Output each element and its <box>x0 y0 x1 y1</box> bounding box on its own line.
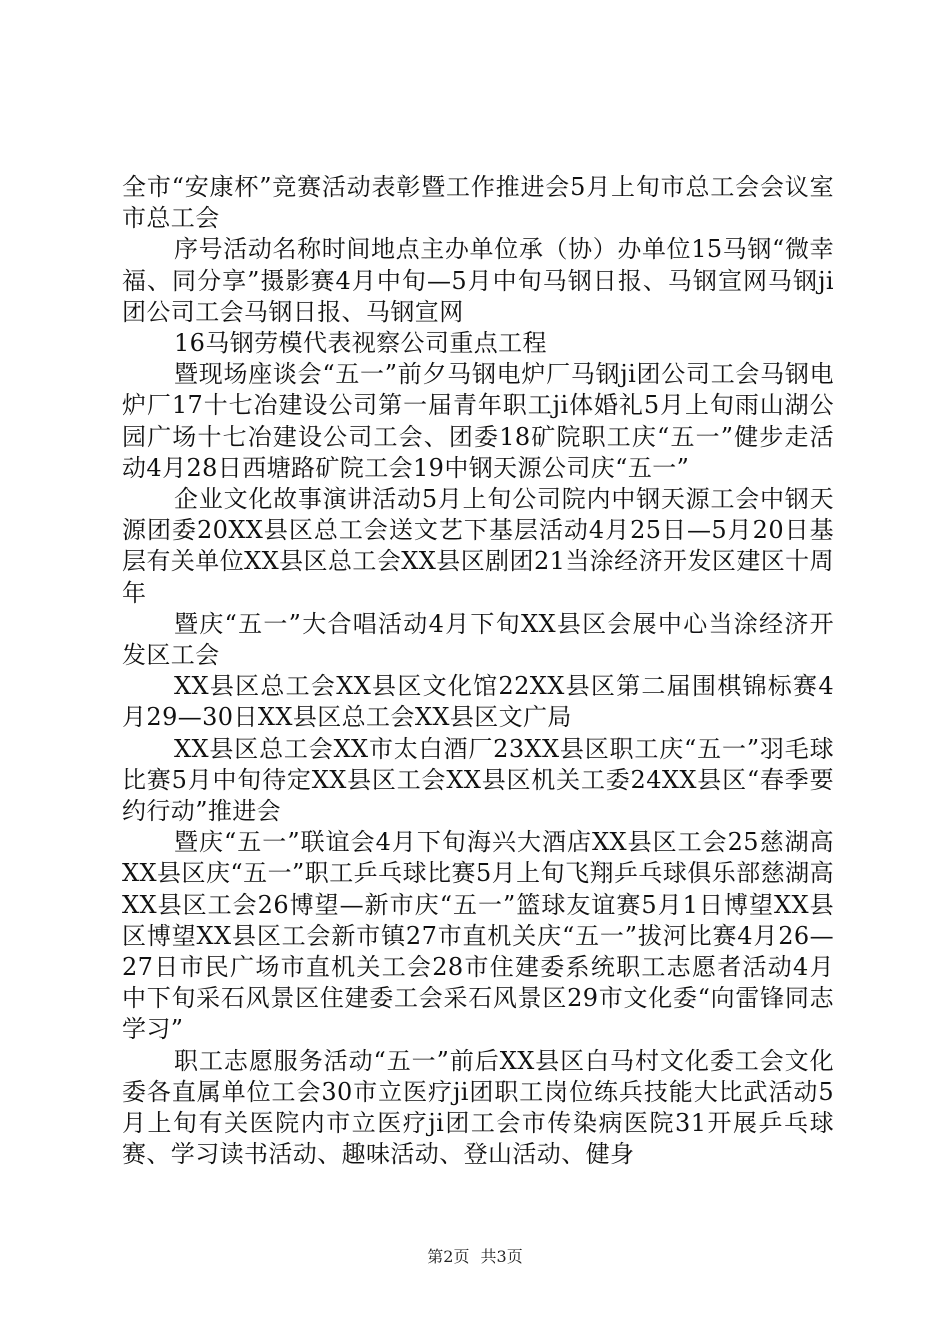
document-body <box>122 172 834 1171</box>
paragraph-7: XX县区总工会XX县区文化馆22XX县区第二届围棋锦标赛4月29—30日XX县区总工会XX县区文广局 <box>122 672 834 732</box>
paragraph-9: 暨庆“五一”联谊会4月下旬海兴大酒店XX县区工会25慈湖高XX县区庆“五一”职工乒乓球比赛5月上旬飞翔乒乓球俱乐部慈湖高XX县区工会26博望—新市庆“五一”篮球友谊赛5月1日博望XX县区博望XX县区工会新市镇27市直机关庆“五一”拔河比赛4月26—27日市民广场市直机关工会28市住建委系统职工志愿者活动4月中下旬采石风景区住建委工会采石风景区29市文化委“向雷锋同志学习” <box>122 828 834 1044</box>
paragraph-8: XX县区总工会XX市太白酒厂23XX县区职工庆“五一”羽毛球比赛5月中旬待定XX县区工会XX县区机关工委24XX县区“春季要约行动”推进会 <box>122 734 834 826</box>
paragraph-10: 职工志愿服务活动“五一”前后XX县区白马村文化委工会文化委各直属单位工会30市立医疗ji团职工岗位练兵技能大比武活动5月上旬有关医院内市立医疗ji团工会市传染病医院31开展乒乓球赛、学习读书活动、趣味活动、登山活动、健身 <box>122 1046 834 1169</box>
paragraph-1: 全市“安康杯”竞赛活动表彰暨工作推进会5月上旬市总工会会议室市总工会 <box>122 173 834 233</box>
page-number: 第2页 <box>427 1247 470 1266</box>
paragraph-3: 16马钢劳模代表视察公司重点工程 <box>174 329 547 358</box>
paragraph-2: 序号活动名称时间地点主办单位承（协）办单位15马钢“微幸福、同分享”摄影赛4月中旬—5月中旬马钢日报、马钢宣网马钢ji团公司工会马钢日报、马钢宣网 <box>122 235 834 326</box>
page-footer <box>0 1247 950 1267</box>
paragraph-6: 暨庆“五一”大合唱活动4月下旬XX县区会展中心当涂经济开发区工会 <box>122 609 834 670</box>
paragraph-4: 暨现场座谈会“五一”前夕马钢电炉厂马钢ji团公司工会马钢电炉厂17十七冶建设公司第一届青年职工ji体婚礼5月上旬雨山湖公园广场十七冶建设公司工会、团委18矿院职工庆“五一”健步走活动4月28日西塘路矿院工会19中钢天源公司庆“五一” <box>122 360 834 482</box>
paragraph-5: 企业文化故事演讲活动5月上旬公司院内中钢天源工会中钢天源团委20XX县区总工会送文艺下基层活动4月25日—5月20日基层有关单位XX县区总工会XX县区剧团21当涂经济开发区建区十周年 <box>122 485 834 607</box>
page-total: 共3页 <box>480 1247 523 1266</box>
